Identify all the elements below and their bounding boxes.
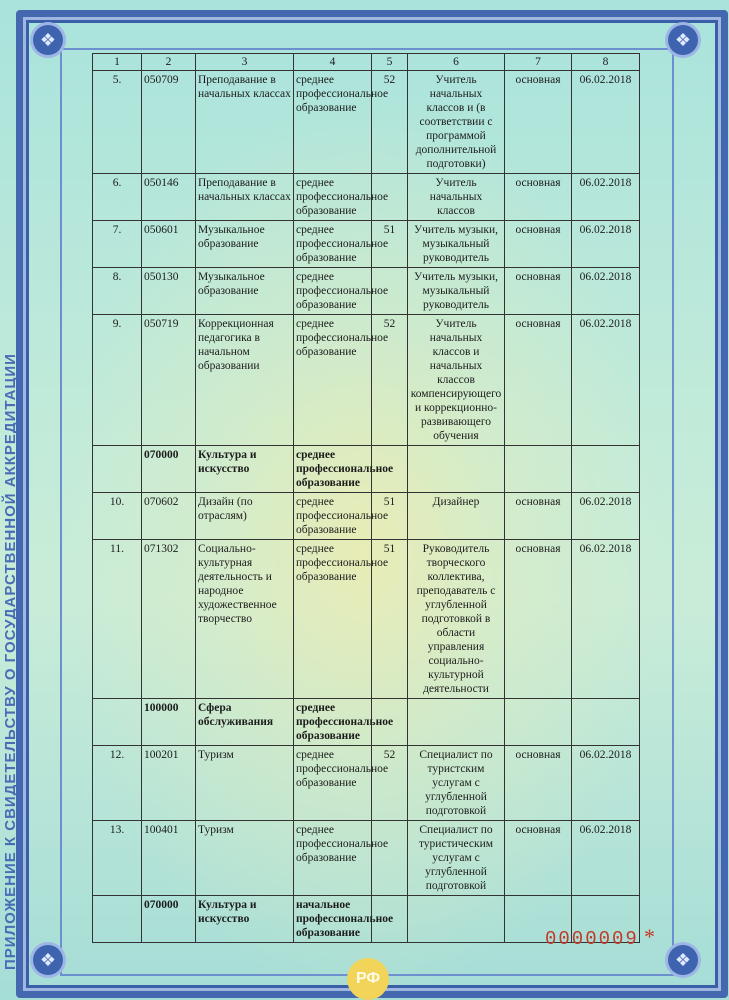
qualification: Специалист по туристическим услугам с углубленной подготовкой (408, 821, 505, 896)
table-row (93, 746, 640, 821)
group-row (93, 699, 640, 746)
education-level: среднее профессиональное образование (294, 174, 372, 221)
program-type: основная (505, 821, 572, 896)
expiry-date: 06.02.2018 (572, 821, 640, 896)
qualification-code: 52 (372, 71, 408, 174)
qualification: Учитель музыки, музыкальный руководитель (408, 221, 505, 268)
program-name: Коррекционная педагогика в начальном образовании (196, 315, 294, 446)
education-level: среднее профессиональное образование (294, 540, 372, 699)
qualification-code: 51 (372, 493, 408, 540)
program-name: Преподавание в начальных классах (196, 71, 294, 174)
table-row (93, 821, 640, 896)
row-number: 10. (93, 493, 142, 540)
table-row (93, 221, 640, 268)
table-row (93, 174, 640, 221)
program-name: Музыкальное образование (196, 221, 294, 268)
program-code: 070000 (142, 446, 196, 493)
education-level: среднее профессиональное образование (294, 268, 372, 315)
expiry-date: 06.02.2018 (572, 174, 640, 221)
expiry-date: 06.02.2018 (572, 746, 640, 821)
qualification: Учитель музыки, музыкальный руководитель (408, 268, 505, 315)
qualification-code: 52 (372, 315, 408, 446)
qualification: Учитель начальных классов и начальных классов компенсирующего и коррекционно-развивающего обучения (408, 315, 505, 446)
program-code: 070602 (142, 493, 196, 540)
row-number: 6. (93, 174, 142, 221)
emblem-seal: РФ (347, 958, 389, 1000)
row-number (93, 446, 142, 493)
program-type (505, 699, 572, 746)
program-name: Сфера обслуживания (196, 699, 294, 746)
program-code: 050709 (142, 71, 196, 174)
column-header: 7 (505, 54, 572, 71)
expiry-date: 06.02.2018 (572, 493, 640, 540)
corner-ornament-icon: ❖ (33, 25, 63, 55)
program-code: 100000 (142, 699, 196, 746)
table-row (93, 540, 640, 699)
qualification-code: 51 (372, 221, 408, 268)
row-number: 7. (93, 221, 142, 268)
qualification (408, 699, 505, 746)
expiry-date (572, 699, 640, 746)
column-header: 3 (196, 54, 294, 71)
program-code: 100401 (142, 821, 196, 896)
column-header: 1 (93, 54, 142, 71)
program-code: 050146 (142, 174, 196, 221)
group-row (93, 446, 640, 493)
programs-table (92, 53, 640, 943)
program-type: основная (505, 268, 572, 315)
program-name: Музыкальное образование (196, 268, 294, 315)
corner-ornament-icon: ❖ (33, 945, 63, 975)
row-number: 9. (93, 315, 142, 446)
education-level: среднее профессиональное образование (294, 71, 372, 174)
education-level: начальное профессиональное образование (294, 896, 372, 943)
qualification: Учитель начальных классов (408, 174, 505, 221)
education-level: среднее профессиональное образование (294, 315, 372, 446)
expiry-date: 06.02.2018 (572, 71, 640, 174)
qualification (408, 446, 505, 493)
qualification-code: 52 (372, 746, 408, 821)
row-number: 11. (93, 540, 142, 699)
program-code: 050601 (142, 221, 196, 268)
program-code: 100201 (142, 746, 196, 821)
qualification: Специалист по туристским услугам с углубленной подготовкой (408, 746, 505, 821)
qualification-code (372, 821, 408, 896)
program-name: Туризм (196, 821, 294, 896)
table-body (93, 71, 640, 943)
row-number: 13. (93, 821, 142, 896)
row-number: 8. (93, 268, 142, 315)
row-number: 12. (93, 746, 142, 821)
program-code: 050130 (142, 268, 196, 315)
serial-number: 0000009 (545, 928, 639, 950)
expiry-date: 06.02.2018 (572, 315, 640, 446)
row-number (93, 699, 142, 746)
qualification (408, 896, 505, 943)
program-type: основная (505, 221, 572, 268)
serial-star-mark: * (644, 924, 655, 949)
program-code: 071302 (142, 540, 196, 699)
program-name: Культура и искусство (196, 446, 294, 493)
qualification: Руководитель творческого коллектива, преподаватель с углубленной подготовкой в области управления социально-культурной деятельности (408, 540, 505, 699)
program-type: основная (505, 540, 572, 699)
program-type: основная (505, 746, 572, 821)
table-row (93, 493, 640, 540)
program-name: Культура и искусство (196, 896, 294, 943)
program-type: основная (505, 174, 572, 221)
vertical-side-caption: ПРИЛОЖЕНИЕ К СВИДЕТЕЛЬСТВУ О ГОСУДАРСТВЕННОЙ АККРЕДИТАЦИИ (2, 353, 19, 970)
column-header: 8 (572, 54, 640, 71)
education-level: среднее профессиональное образование (294, 699, 372, 746)
program-name: Туризм (196, 746, 294, 821)
program-type: основная (505, 315, 572, 446)
program-code: 070000 (142, 896, 196, 943)
qualification: Дизайнер (408, 493, 505, 540)
row-number: 5. (93, 71, 142, 174)
qualification-code: 51 (372, 540, 408, 699)
program-name: Преподавание в начальных классах (196, 174, 294, 221)
education-level: среднее профессиональное образование (294, 746, 372, 821)
education-level: среднее профессиональное образование (294, 221, 372, 268)
expiry-date: 06.02.2018 (572, 268, 640, 315)
qualification: Учитель начальных классов и (в соответствии с программой дополнительной подготовки) (408, 71, 505, 174)
program-type: основная (505, 493, 572, 540)
corner-ornament-icon: ❖ (668, 945, 698, 975)
table-row (93, 315, 640, 446)
education-level: среднее профессиональное образование (294, 446, 372, 493)
program-type (505, 446, 572, 493)
education-level: среднее профессиональное образование (294, 493, 372, 540)
program-type: основная (505, 71, 572, 174)
table-header-row (93, 54, 640, 71)
row-number (93, 896, 142, 943)
column-header: 2 (142, 54, 196, 71)
table-row (93, 268, 640, 315)
program-name: Дизайн (по отраслям) (196, 493, 294, 540)
column-header: 5 (372, 54, 408, 71)
program-name: Социально-культурная деятельность и народное художественное творчество (196, 540, 294, 699)
column-header: 6 (408, 54, 505, 71)
table-row (93, 71, 640, 174)
education-level: среднее профессиональное образование (294, 821, 372, 896)
expiry-date (572, 446, 640, 493)
expiry-date: 06.02.2018 (572, 221, 640, 268)
program-code: 050719 (142, 315, 196, 446)
expiry-date: 06.02.2018 (572, 540, 640, 699)
corner-ornament-icon: ❖ (668, 25, 698, 55)
column-header: 4 (294, 54, 372, 71)
